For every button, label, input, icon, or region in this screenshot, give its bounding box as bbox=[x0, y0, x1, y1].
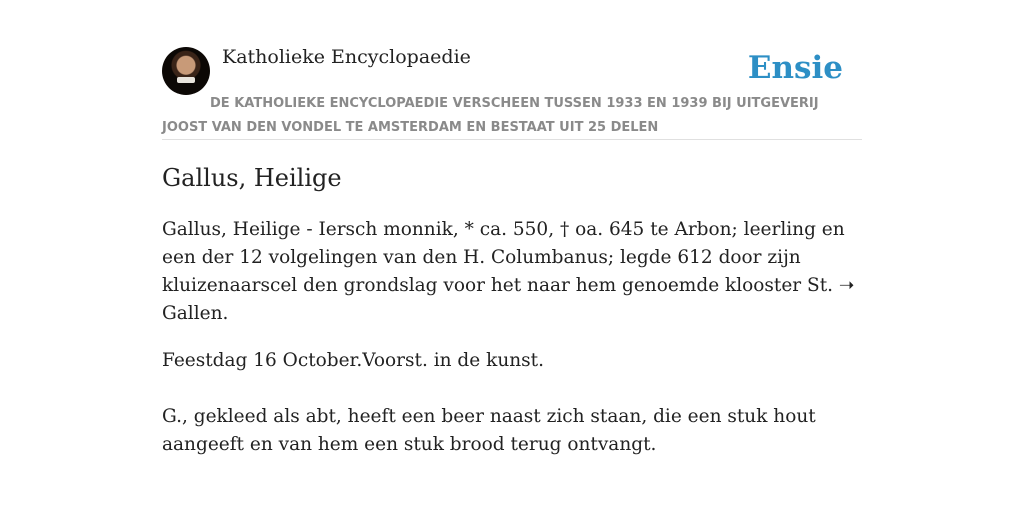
avatar-collar bbox=[177, 77, 195, 83]
divider bbox=[162, 139, 862, 140]
source-description: DE KATHOLIEKE ENCYCLOPAEDIE VERSCHEEN TUSSEN 1933 EN 1939 BIJ UITGEVERIJ JOOST VAN DEN VONDEL TE AMSTERDAM EN BESTAAT UIT 25 DELEN bbox=[162, 96, 819, 135]
source-title[interactable]: Katholieke Encyclopaedie bbox=[222, 46, 471, 68]
article-paragraph: Gallus, Heilige - Iersch monnik, * ca. 550, † oa. 645 te Arbon; leerling en een der 12 volgelingen van den H. Columbanus; legde 612 door zijn kluizenaarscel den grondslag voor het naar hem genoemde klooster St. ➝ Gallen. bbox=[162, 219, 855, 324]
brand-logo[interactable]: Ensie bbox=[747, 50, 843, 86]
article-paragraph: Feestdag 16 October.Voorst. in de kunst. bbox=[162, 350, 544, 371]
avatar[interactable] bbox=[162, 47, 210, 95]
page-header bbox=[162, 44, 862, 140]
article bbox=[162, 160, 862, 478]
article-title: Gallus, Heilige bbox=[162, 164, 342, 192]
article-paragraph: G., gekleed als abt, heeft een beer naast zich staan, die een stuk hout aangeeft en van hem een stuk brood terug ontvangt. bbox=[162, 406, 816, 455]
